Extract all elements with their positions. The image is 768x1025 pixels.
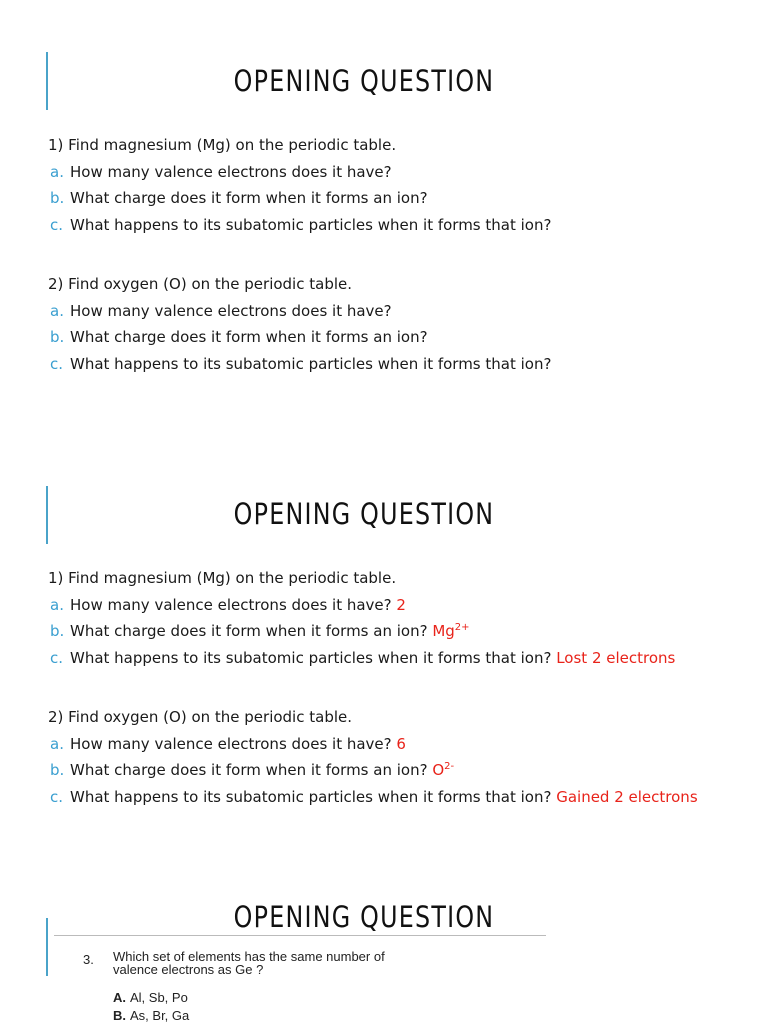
answer: 2 — [396, 595, 406, 614]
sub-question-c: c. What happens to its subatomic particles when it forms that ion? — [50, 354, 552, 373]
sub-question-b: b. What charge does it form when it forms an ion? $O^{2-}$ — [50, 761, 455, 779]
accent-bar — [46, 918, 48, 976]
sub-question-c: c. What happens to its subatomic particles when it forms that ion? — [50, 215, 552, 234]
sub-question-b: b. What charge does it form when it forms an ion? — [50, 328, 428, 346]
answer: Lost 2 electrons — [556, 648, 676, 667]
sub-question-b: b. What charge does it form when it forms an ion? $Mg^{2+}$ — [50, 622, 470, 640]
sub-question-c: c. What happens to its subatomic particles when it forms that ion? Gained 2 electrons — [50, 787, 698, 806]
question-stem: 1) Find magnesium (Mg) on the periodic table. — [48, 569, 397, 587]
slide-title: OPENING QUESTION — [233, 497, 495, 531]
answer: 6 — [396, 734, 406, 753]
answer: Gained 2 electrons — [556, 787, 698, 806]
question-number: 3. — [83, 952, 94, 967]
question-stem: 2) Find oxygen (O) on the periodic table. — [48, 708, 352, 726]
slide-title: OPENING QUESTION — [233, 64, 495, 98]
sub-question-a: a. How many valence electrons does it have? 6 — [50, 734, 406, 753]
answer: $Mg^{2+}$ — [432, 622, 470, 640]
sub-question-b: b. What charge does it form when it forms an ion? — [50, 189, 428, 207]
sub-question-a: a. How many valence electrons does it have? — [50, 301, 392, 320]
sub-question-a: a. How many valence electrons does it have? 2 — [50, 595, 406, 614]
question-stem: Which set of elements has the same number of valence electrons as Ge ? — [113, 949, 385, 977]
question-stem: 2) Find oxygen (O) on the periodic table. — [48, 275, 352, 293]
option-b: B. As, Br, Ga — [113, 1008, 190, 1023]
question-stem: 1) Find magnesium (Mg) on the periodic table. — [48, 136, 397, 154]
answer: $O^{2-}$ — [432, 761, 455, 779]
sub-question-a: a. How many valence electrons does it have? — [50, 162, 392, 181]
slide-title: OPENING QUESTION — [233, 900, 495, 934]
multiple-choice-question — [54, 935, 546, 1025]
sub-question-c: c. What happens to its subatomic particles when it forms that ion? Lost 2 electrons — [50, 648, 676, 667]
option-a: A. Al, Sb, Po — [113, 990, 188, 1005]
